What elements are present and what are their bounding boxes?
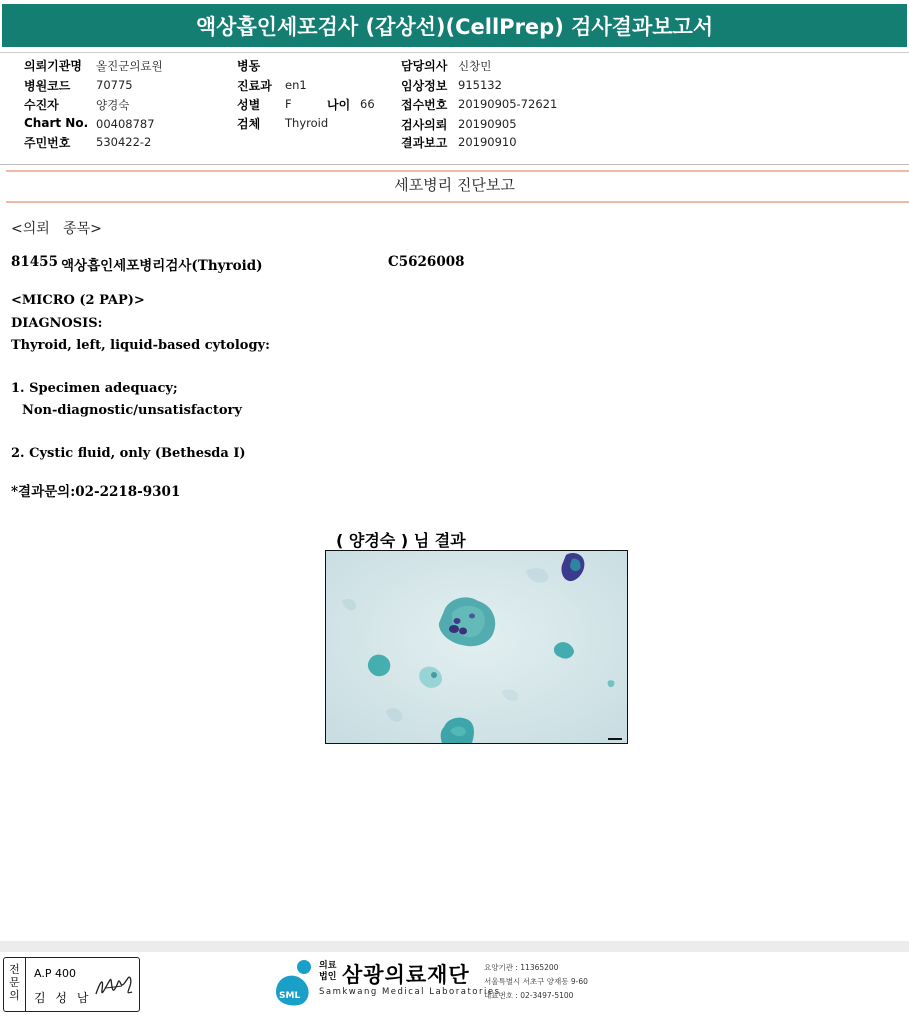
value-doctor: 신창민 bbox=[458, 59, 492, 73]
lab-contact-line: 요양기관 : 11365200 bbox=[484, 963, 559, 972]
value-hospital-code: 70775 bbox=[96, 78, 133, 92]
diagnosis-item-2: 2. Cystic fluid, only (Bethesda I) bbox=[11, 446, 246, 461]
label-chart-no: Chart No. bbox=[24, 116, 89, 130]
label-clinical-info: 임상정보 bbox=[401, 79, 448, 93]
value-receipt-no: 20190905-72621 bbox=[458, 97, 558, 111]
label-receipt-no: 접수번호 bbox=[401, 98, 448, 112]
value-sex: F bbox=[285, 97, 292, 111]
patient-info bbox=[0, 0, 909, 160]
stamp-title-text: 전 문 의 bbox=[9, 963, 20, 1002]
value-patient: 양경숙 bbox=[96, 98, 130, 112]
value-hospital: 올진군의료원 bbox=[96, 59, 163, 73]
adequacy-title: 1. Specimen adequacy; bbox=[11, 381, 178, 396]
request-header: <의뢰 종목> bbox=[11, 221, 102, 237]
sml-logo-icon bbox=[270, 958, 320, 1008]
logo-mark-text: SML bbox=[279, 991, 301, 1001]
label-sex: 성별 bbox=[237, 98, 261, 112]
value-specimen: Thyroid bbox=[285, 116, 329, 130]
result-contact: *결과문의:02-2218-9301 bbox=[11, 484, 181, 500]
stamp-name: 김 성 남 bbox=[34, 991, 92, 1005]
test-name: 액상흡인세포병리검사(Thyroid) bbox=[61, 258, 263, 274]
diagnosis-label: DIAGNOSIS: bbox=[11, 316, 103, 331]
lab-contact-line: 대표번호 : 02-3497-5100 bbox=[484, 991, 574, 1000]
label-resident-no: 주민번호 bbox=[24, 136, 71, 150]
adequacy-value: Non-diagnostic/unsatisfactory bbox=[22, 403, 242, 418]
label-report-date: 결과보고 bbox=[401, 136, 448, 150]
cytology-micrograph bbox=[325, 550, 628, 744]
value-department: en1 bbox=[285, 78, 307, 92]
diagnosis-site: Thyroid, left, liquid-based cytology: bbox=[11, 338, 270, 353]
divider bbox=[6, 201, 909, 203]
value-clinical-info: 915132 bbox=[458, 78, 502, 92]
value-resident-no: 530422-2 bbox=[96, 135, 152, 149]
logo-corp-label: 의료 법인 bbox=[319, 961, 337, 982]
label-specimen: 검체 bbox=[237, 117, 261, 131]
stamp-license: A.P 400 bbox=[34, 967, 76, 980]
label-doctor: 담당의사 bbox=[401, 59, 448, 73]
pathologist-stamp bbox=[3, 957, 140, 1012]
lab-name: 삼광의료재단 bbox=[342, 963, 470, 987]
label-age: 나이 bbox=[327, 98, 351, 112]
test-id: C5626008 bbox=[388, 254, 465, 270]
micro-label: <MICRO (2 PAP)> bbox=[11, 293, 145, 308]
value-chart-no: 00408787 bbox=[96, 117, 155, 131]
label-request-date: 검사의뢰 bbox=[401, 118, 448, 132]
signature-icon bbox=[92, 972, 137, 1006]
lab-contact bbox=[484, 961, 588, 1003]
label-hospital-code: 병원코드 bbox=[24, 79, 71, 93]
lab-logo bbox=[270, 958, 590, 1008]
stamp-title bbox=[4, 958, 26, 1011]
label-hospital: 의뢰기관명 bbox=[24, 59, 82, 73]
divider bbox=[0, 164, 909, 165]
test-code: 81455 bbox=[11, 254, 58, 270]
lab-contact-line: 서울특별시 서초구 양재동 9-60 bbox=[484, 977, 588, 986]
value-request-date: 20190905 bbox=[458, 117, 517, 131]
value-age: 66 bbox=[360, 97, 375, 111]
lab-name-en: Samkwang Medical Laboratories bbox=[319, 987, 501, 997]
value-report-date: 20190910 bbox=[458, 135, 517, 149]
label-patient: 수진자 bbox=[24, 98, 59, 112]
section-title: 세포병리 진단보고 bbox=[394, 176, 515, 194]
label-ward: 병동 bbox=[237, 59, 261, 73]
micrograph-art bbox=[326, 551, 627, 743]
divider bbox=[6, 170, 909, 172]
footer-band bbox=[0, 941, 909, 952]
report-title: 액상흡인세포검사 (갑상선)(CellPrep) 검사결과보고서 bbox=[2, 4, 907, 47]
label-department: 진료과 bbox=[237, 79, 272, 93]
image-caption: ( 양경숙 ) 님 결과 bbox=[336, 531, 466, 550]
